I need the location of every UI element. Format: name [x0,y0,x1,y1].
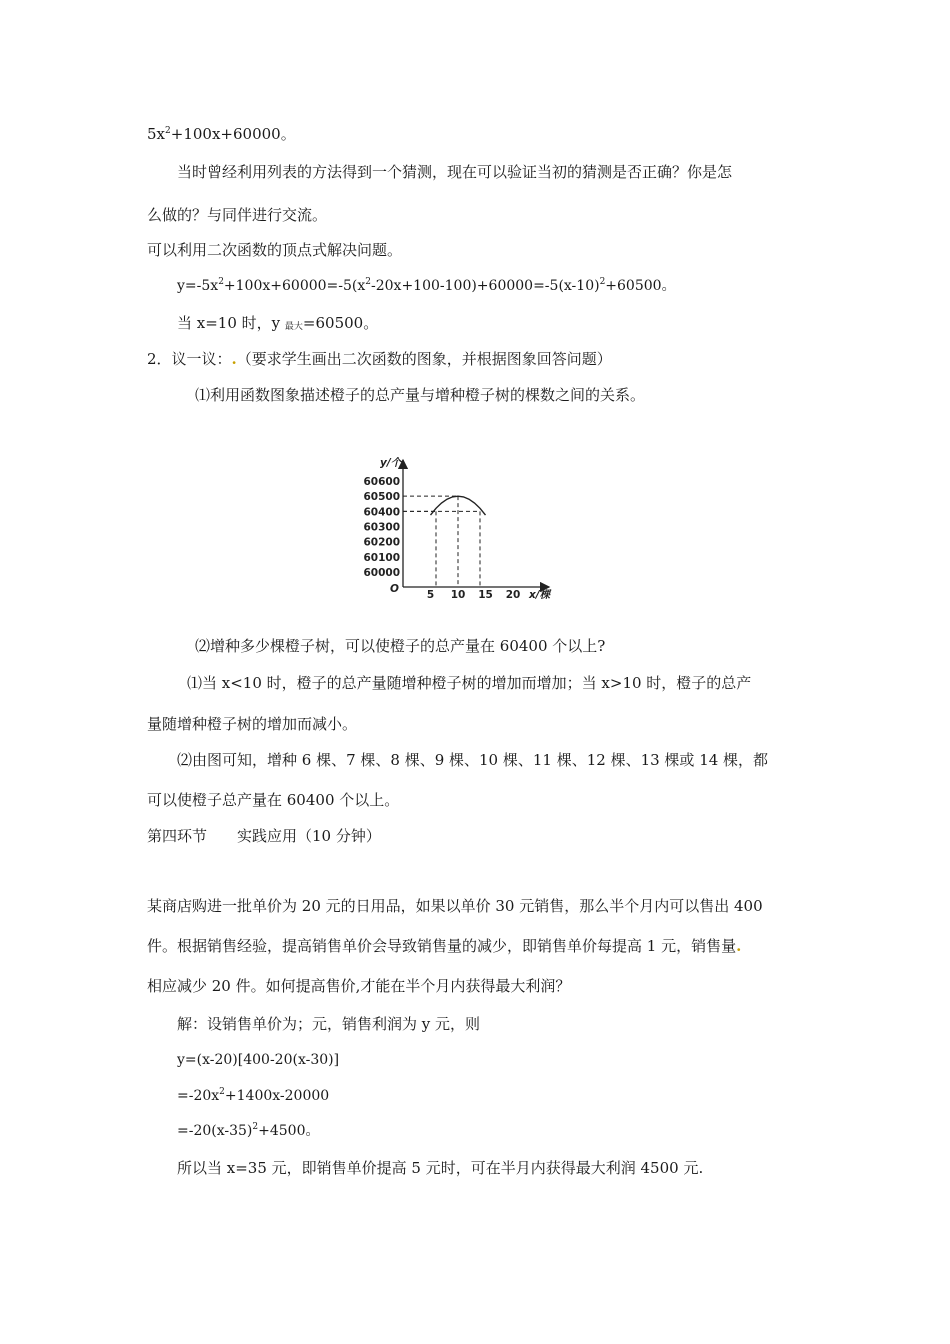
exponent: 2 [218,277,224,287]
exponent: 2 [219,1087,225,1097]
problem-text: 件。根据销售经验，提高销售单价会导致销售量的减少，即销售单价每提高 1 元，销售量 [147,937,737,955]
formula-part: =60500。 [302,314,379,332]
x-axis-label: x/棵 [529,589,551,601]
question-1: ⑴利用函数图象描述橙子的总产量与增种橙子树的棵数之间的关系。 [195,386,646,404]
solution-eq-3 [177,1121,320,1141]
x-tick-label: 10 [450,589,466,601]
y-tick-label: 60600 [363,476,400,488]
heading-note: （要求学生画出二次函数的图象，并根据图象回答问题） [236,350,612,368]
formula-part: +100x+60000。 [170,125,296,143]
section-heading: 第四环节 实践应用（10 分钟） [147,827,381,845]
y-tick-label: 60500 [363,491,400,504]
problem-line-2 [147,936,741,956]
y-tick-label: 60200 [363,536,400,549]
solution-eq-2 [177,1086,329,1106]
vertex-formula [177,276,676,296]
answer-1-line-2: 量随增种橙子树的增加而减小。 [147,715,358,733]
y-tick-label: 60300 [363,521,400,534]
exponent: 2 [252,1122,259,1132]
answer-2-line-2: 可以使橙子总产量在 60400 个以上。 [147,791,400,809]
subscript: 最大 [284,322,303,332]
solution-conclusion: 所以当 x=35 元，即销售单价提高 5 元时，可在半月内获得最大利润 4500 元. [177,1159,704,1177]
formula-part: =-20x [177,1088,220,1104]
solution-intro: 解：设销售单价为；元，销售利润为 y 元，则 [177,1015,481,1033]
question-2: ⑵增种多少棵橙子树，可以使橙子的总产量在 60400 个以上? [195,637,606,655]
problem-line-1: 某商店购进一批单价为 20 元的日用品，如果以单价 30 元销售，那么半个月内可以售出 400 [147,897,763,915]
x-tick-label: 15 [478,589,493,601]
solution-eq-1: y=(x-20)[400-20(x-30)] [177,1052,340,1068]
quadratic-chart [352,454,562,602]
formula-part: 当 x=10 时，y [177,314,285,332]
highlight-dot: . [231,350,237,368]
formula-part: +4500。 [258,1123,320,1139]
text-line-1 [147,124,296,144]
origin-label: O [390,583,399,595]
formula-part: +100x+60000=-5(x [223,278,366,294]
formula-part: =-20(x-35) [177,1123,253,1139]
answer-2-line-1: ⑵由图可知，增种 6 棵、7 棵、8 棵、9 棵、10 棵、11 棵、12 棵、13 棵或 14 棵，都 [177,751,769,769]
y-tick-label: 60100 [363,551,400,564]
x-tick-label: 20 [505,589,521,601]
y-tick-label: 60000 [363,567,400,579]
x-tick-label: 5 [426,589,435,601]
discussion-heading [147,349,612,369]
formula-part: y=-5x [177,278,219,294]
highlight-dot: . [736,937,742,955]
y-tick-labels [363,476,400,579]
dashed-guides [403,496,480,587]
max-value-line [177,313,378,333]
problem-line-3: 相应减少 20 件。如何提高售价,才能在半个月内获得最大利润？ [147,977,571,995]
formula-part: 5x [147,125,166,143]
x-tick-labels [427,589,520,601]
y-tick-label: 60400 [363,506,400,519]
y-axis-label: y/个 [380,457,402,469]
exponent: 2 [165,126,171,136]
formula-part: -20x+100-100)+60000=-5(x-10) [371,278,600,294]
exponent: 2 [365,277,371,287]
exponent: 2 [599,277,606,287]
answer-1-line-1: ⑴当 x<10 时，橙子的总产量随增种橙子树的增加而增加；当 x>10 时，橙子的总产 [187,674,752,692]
text-line-2: 当时曾经利用列表的方法得到一个猜测，现在可以验证当初的猜测是否正确？你是怎 [177,163,733,181]
text-line-4: 可以利用二次函数的顶点式解决问题。 [147,241,403,259]
formula-part: +1400x-20000 [224,1088,330,1104]
text-line-3: 么做的？与同伴进行交流。 [147,206,328,224]
heading-text: 2．议一议： [147,350,232,368]
formula-part: +60500。 [605,278,676,294]
